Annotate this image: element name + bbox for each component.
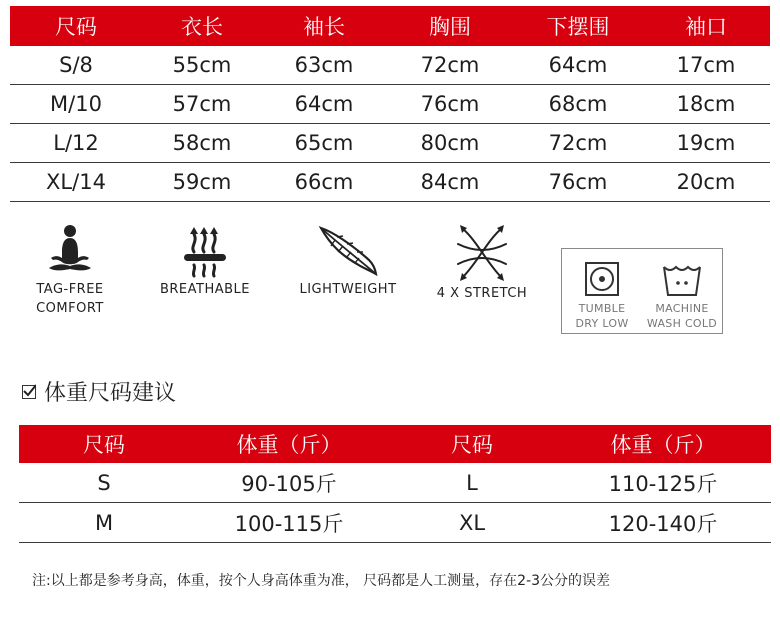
header-size: 尺码 <box>451 433 493 457</box>
feature-breathable <box>150 222 260 299</box>
care-label: DRY LOW <box>575 317 629 330</box>
care-label: TUMBLE <box>578 302 626 315</box>
cell-sleeve: 64cm <box>294 92 354 116</box>
cell-hem: 64cm <box>548 53 608 77</box>
header-size: 尺码 <box>55 15 97 39</box>
table-row <box>19 503 771 543</box>
weight-title-text: 体重尺码建议 <box>44 381 177 406</box>
cell-size: XL <box>458 510 486 535</box>
table-row <box>10 85 770 124</box>
care-machine-wash <box>642 249 722 331</box>
feature-label: LIGHTWEIGHT <box>299 282 397 297</box>
cell-size: S <box>97 470 111 495</box>
cell-chest: 72cm <box>420 53 480 77</box>
cell-size: L/12 <box>53 131 99 155</box>
cell-cuff: 19cm <box>676 131 736 155</box>
feature-label: COMFORT <box>36 301 104 316</box>
header-length: 衣长 <box>181 15 223 39</box>
machine-wash-icon <box>658 257 706 301</box>
cell-cuff: 17cm <box>676 53 736 77</box>
feature-label: TAG-FREE <box>36 282 104 297</box>
care-tumble-dry <box>562 249 642 331</box>
cell-sleeve: 66cm <box>294 170 354 194</box>
header-chest: 胸围 <box>429 15 471 39</box>
table-row <box>10 163 770 202</box>
weight-section-title <box>22 376 176 407</box>
cell-weight: 110-125斤 <box>608 471 718 496</box>
cell-length: 55cm <box>172 53 232 77</box>
header-hem: 下摆围 <box>546 15 610 39</box>
header-weight: 体重（斤） <box>236 433 342 457</box>
cell-length: 57cm <box>172 92 232 116</box>
yoga-person-icon <box>45 222 95 280</box>
cell-size: M <box>94 510 114 535</box>
checkmark-icon <box>22 384 36 398</box>
cell-size: S/8 <box>59 53 93 77</box>
header-size: 尺码 <box>83 433 125 457</box>
care-label: WASH COLD <box>646 317 718 330</box>
cell-weight: 90-105斤 <box>241 471 337 496</box>
cell-length: 58cm <box>172 131 232 155</box>
size-chart-table <box>10 6 770 202</box>
cell-cuff: 18cm <box>676 92 736 116</box>
cell-weight: 100-115斤 <box>234 511 344 536</box>
feature-lightweight <box>286 222 410 299</box>
tumble-dry-icon <box>580 257 624 301</box>
checkbox-icon <box>22 385 36 399</box>
header-cuff: 袖口 <box>685 15 727 39</box>
cell-sleeve: 63cm <box>294 53 354 77</box>
cell-cuff: 20cm <box>676 170 736 194</box>
feature-stretch <box>426 222 538 303</box>
care-instructions-box <box>561 248 723 334</box>
cell-hem: 68cm <box>548 92 608 116</box>
cell-size: L <box>466 470 478 495</box>
breathable-icon <box>178 222 232 280</box>
measurement-note: 注:以上都是参考身高，体重，按个人身高体重为准， 尺码都是人工测量，存在2-3公分的误差 <box>32 573 611 589</box>
feature-label: BREATHABLE <box>159 282 251 297</box>
cell-chest: 76cm <box>420 92 480 116</box>
feather-icon <box>313 222 383 280</box>
cell-weight: 120-140斤 <box>608 511 718 536</box>
table-row <box>19 463 771 503</box>
feature-label: 4 X STRETCH <box>436 286 528 301</box>
size-chart-header <box>10 6 770 46</box>
weight-table-header <box>19 425 771 463</box>
cell-size: M/10 <box>50 92 102 116</box>
cell-chest: 84cm <box>420 170 480 194</box>
feature-tag-free <box>22 222 118 318</box>
stretch-arrows-icon <box>452 222 512 284</box>
cell-hem: 76cm <box>548 170 608 194</box>
header-sleeve: 袖长 <box>303 15 345 39</box>
cell-chest: 80cm <box>420 131 480 155</box>
table-row <box>10 124 770 163</box>
header-weight: 体重（斤） <box>610 433 716 457</box>
weight-size-table <box>19 425 771 543</box>
table-row <box>10 46 770 85</box>
cell-length: 59cm <box>172 170 232 194</box>
cell-sleeve: 65cm <box>294 131 354 155</box>
care-label: MACHINE <box>655 302 709 315</box>
cell-size: XL/14 <box>46 170 106 194</box>
cell-hem: 72cm <box>548 131 608 155</box>
